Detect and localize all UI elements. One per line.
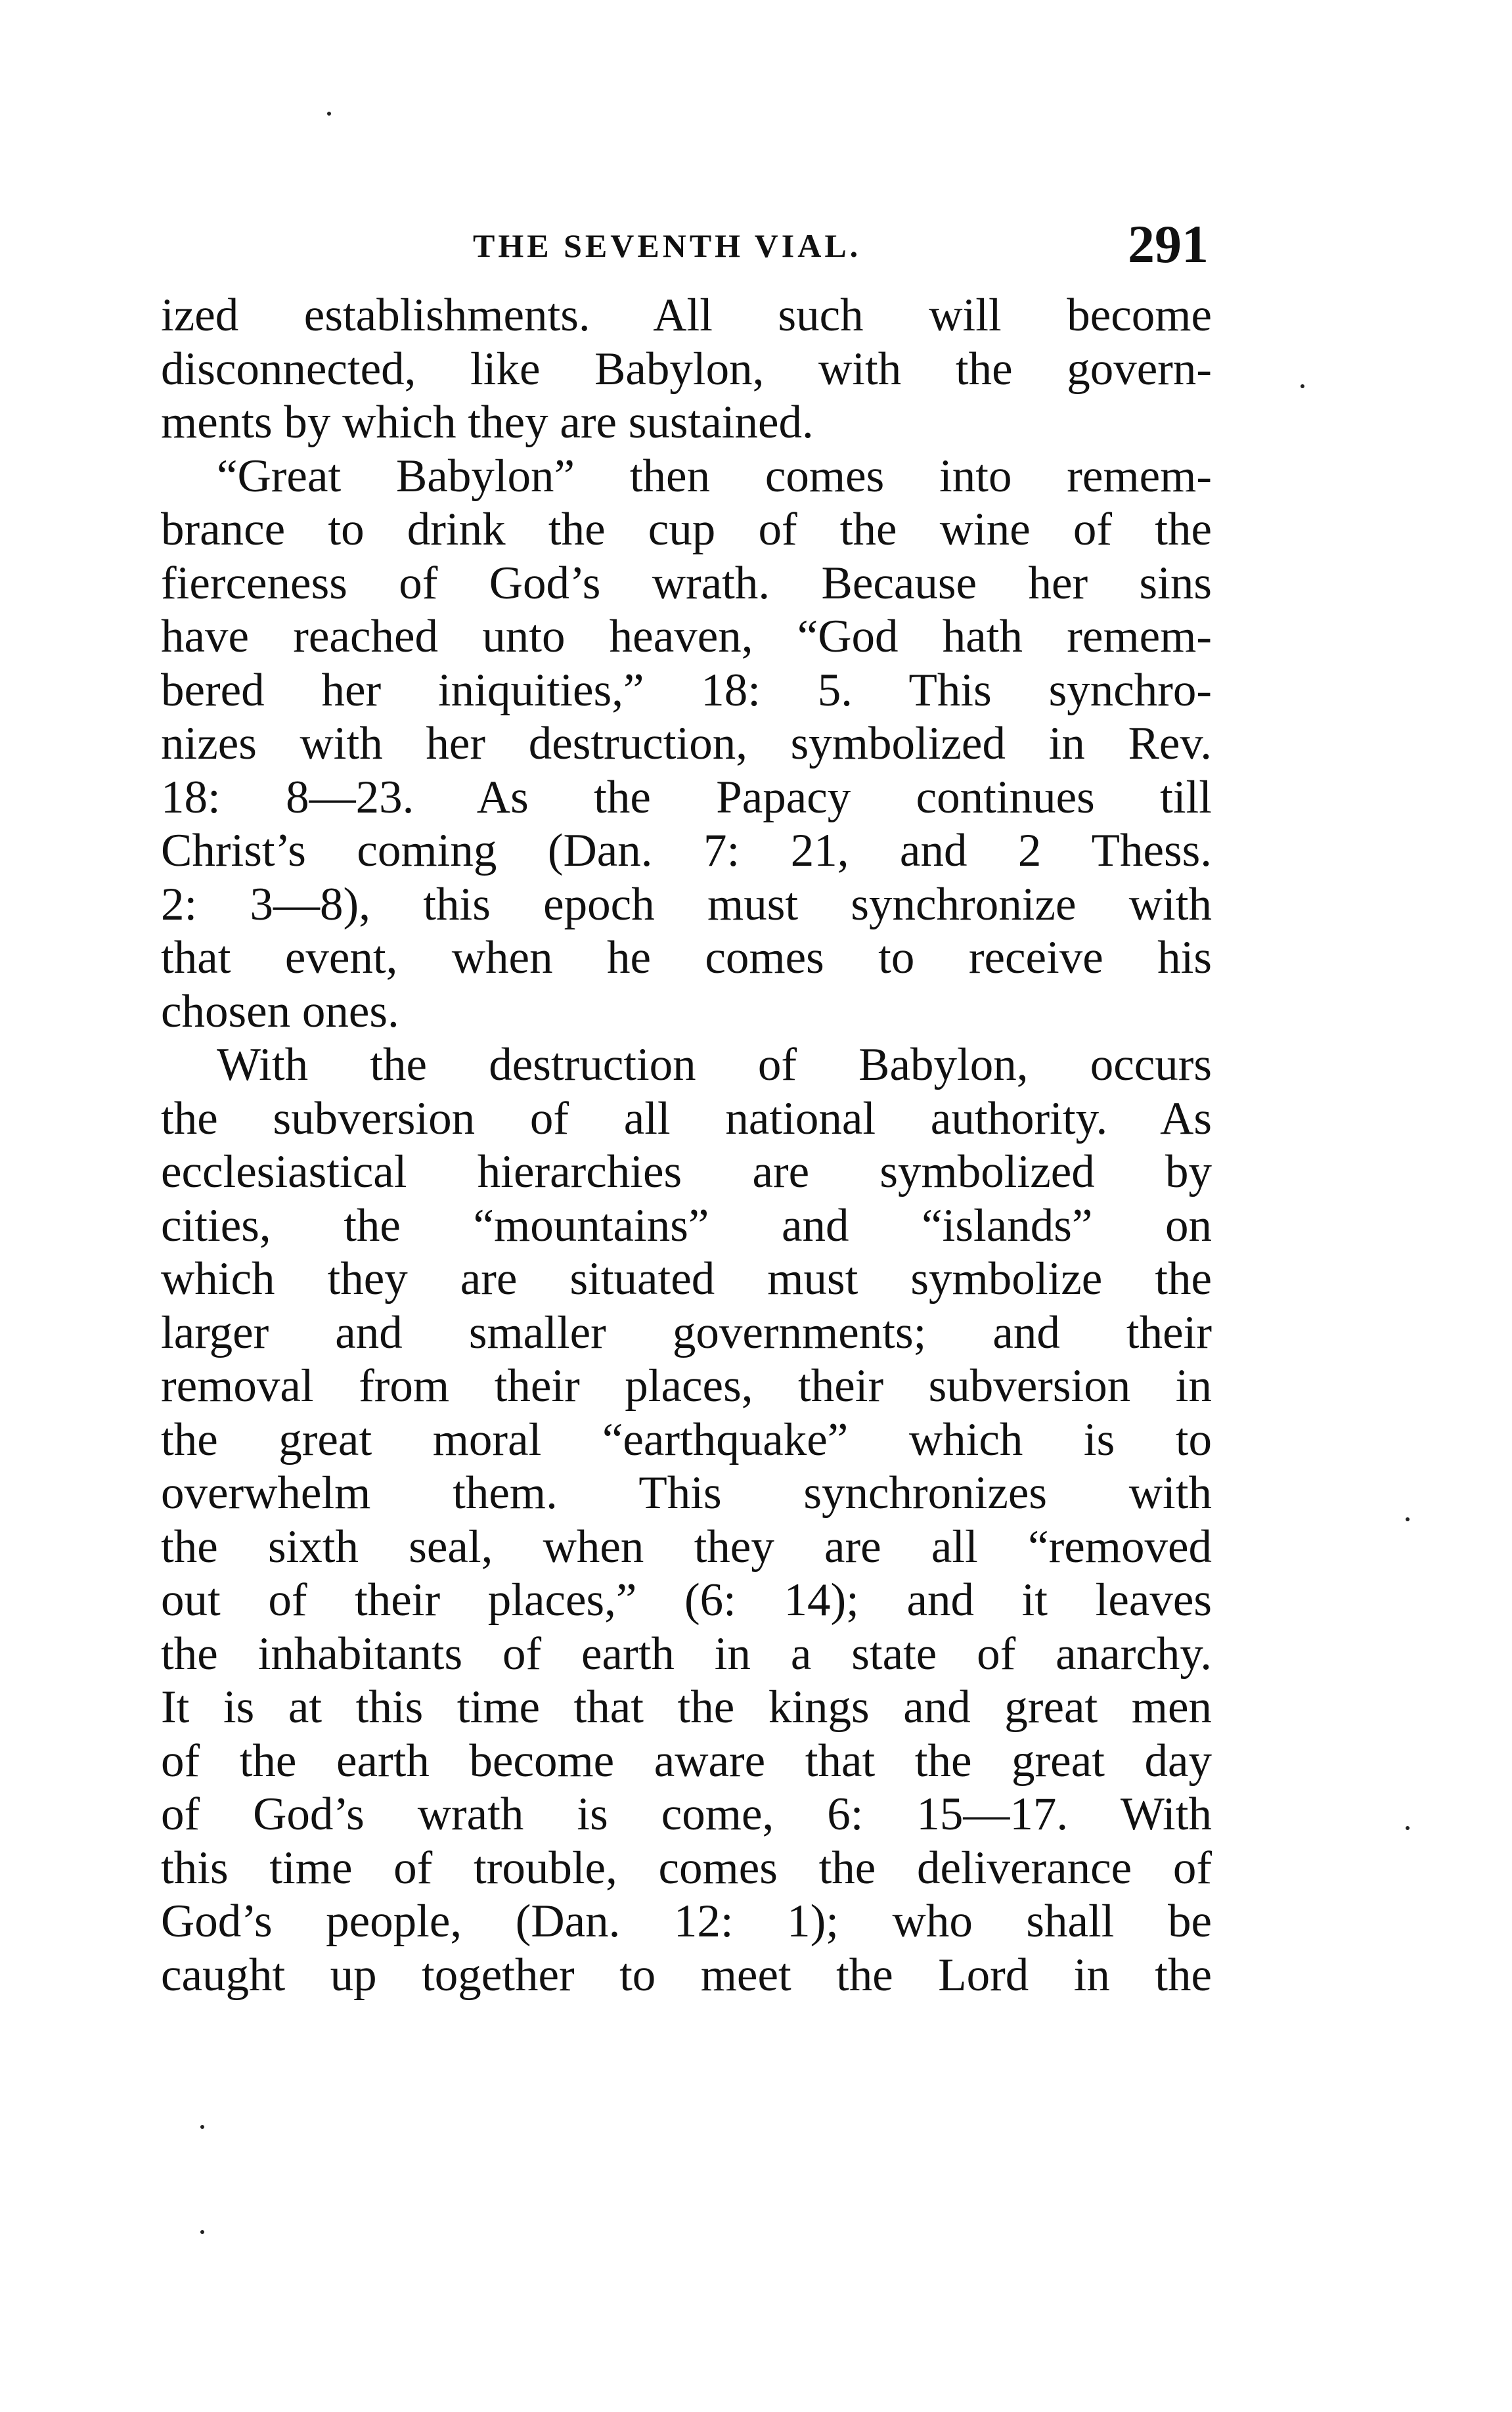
text-line: God’s people, (Dan. 12: 1); who shall be — [161, 1896, 1212, 1947]
text-line: caught up together to meet the Lord in the — [161, 1949, 1212, 2001]
text-line: the great moral “earthquake” which is to — [161, 1414, 1212, 1465]
text-line: fierceness of God’s wrath. Because her sins — [161, 557, 1212, 609]
text-line: have reached unto heaven, “God hath remem- — [161, 611, 1212, 662]
text-line: cities, the “mountains” and “islands” on — [161, 1199, 1212, 1251]
text-line: “Great Babylon” then comes into remem- — [217, 450, 1212, 502]
text-line: With the destruction of Babylon, occurs — [217, 1039, 1212, 1090]
text-line: brance to drink the cup of the wine of the — [161, 504, 1212, 555]
text-line: ecclesiastical hierarchies are symbolized by — [161, 1146, 1212, 1197]
text-line: It is at this time that the kings and great men — [161, 1682, 1212, 1733]
text-line: Christ’s coming (Dan. 7: 21, and 2 Thess. — [161, 825, 1212, 876]
print-speck — [327, 112, 331, 116]
text-line: out of their places,” (6: 14); and it leaves — [161, 1574, 1212, 1626]
text-line: the sixth seal, when they are all “removed — [161, 1521, 1212, 1573]
text-line: larger and smaller governments; and their — [161, 1306, 1212, 1358]
text-line: which they are situated must symbolize the — [161, 1253, 1212, 1305]
text-line: of the earth become aware that the great day — [161, 1735, 1212, 1787]
text-line: chosen ones. — [161, 985, 399, 1037]
text-line: the subversion of all national authority. As — [161, 1092, 1212, 1144]
text-line: ments by which they are sustained. — [161, 397, 814, 448]
print-speck — [1301, 384, 1304, 388]
print-speck — [1406, 1826, 1410, 1830]
running-head — [158, 213, 1209, 273]
text-line: nizes with her destruction, symbolized in Rev. — [161, 718, 1212, 769]
text-line: the inhabitants of earth in a state of anarchy. — [161, 1628, 1212, 1680]
text-line: 18: 8—23. As the Papacy continues till — [161, 771, 1212, 823]
text-line: that event, when he comes to receive his — [161, 932, 1212, 983]
print-speck — [1406, 1517, 1410, 1521]
text-line: bered her iniquities,” 18: 5. This synchro- — [161, 664, 1212, 716]
text-line: of God’s wrath is come, 6: 15—17. With — [161, 1789, 1212, 1840]
text-line: overwhelm them. This synchronizes with — [161, 1467, 1212, 1519]
print-speck — [200, 2230, 204, 2234]
print-speck — [200, 2125, 204, 2129]
running-title: THE SEVENTH VIAL. — [473, 227, 862, 264]
text-line: this time of trouble, comes the deliverance of — [161, 1842, 1212, 1894]
body-text — [161, 289, 1212, 2002]
page-number: 291 — [1128, 214, 1209, 274]
text-line: removal from their places, their subversion in — [161, 1360, 1212, 1412]
text-line: ized establishments. All such will become — [161, 290, 1212, 341]
text-line: 2: 3—8), this epoch must synchronize with — [161, 878, 1212, 930]
text-line: disconnected, like Babylon, with the govern- — [161, 343, 1212, 395]
